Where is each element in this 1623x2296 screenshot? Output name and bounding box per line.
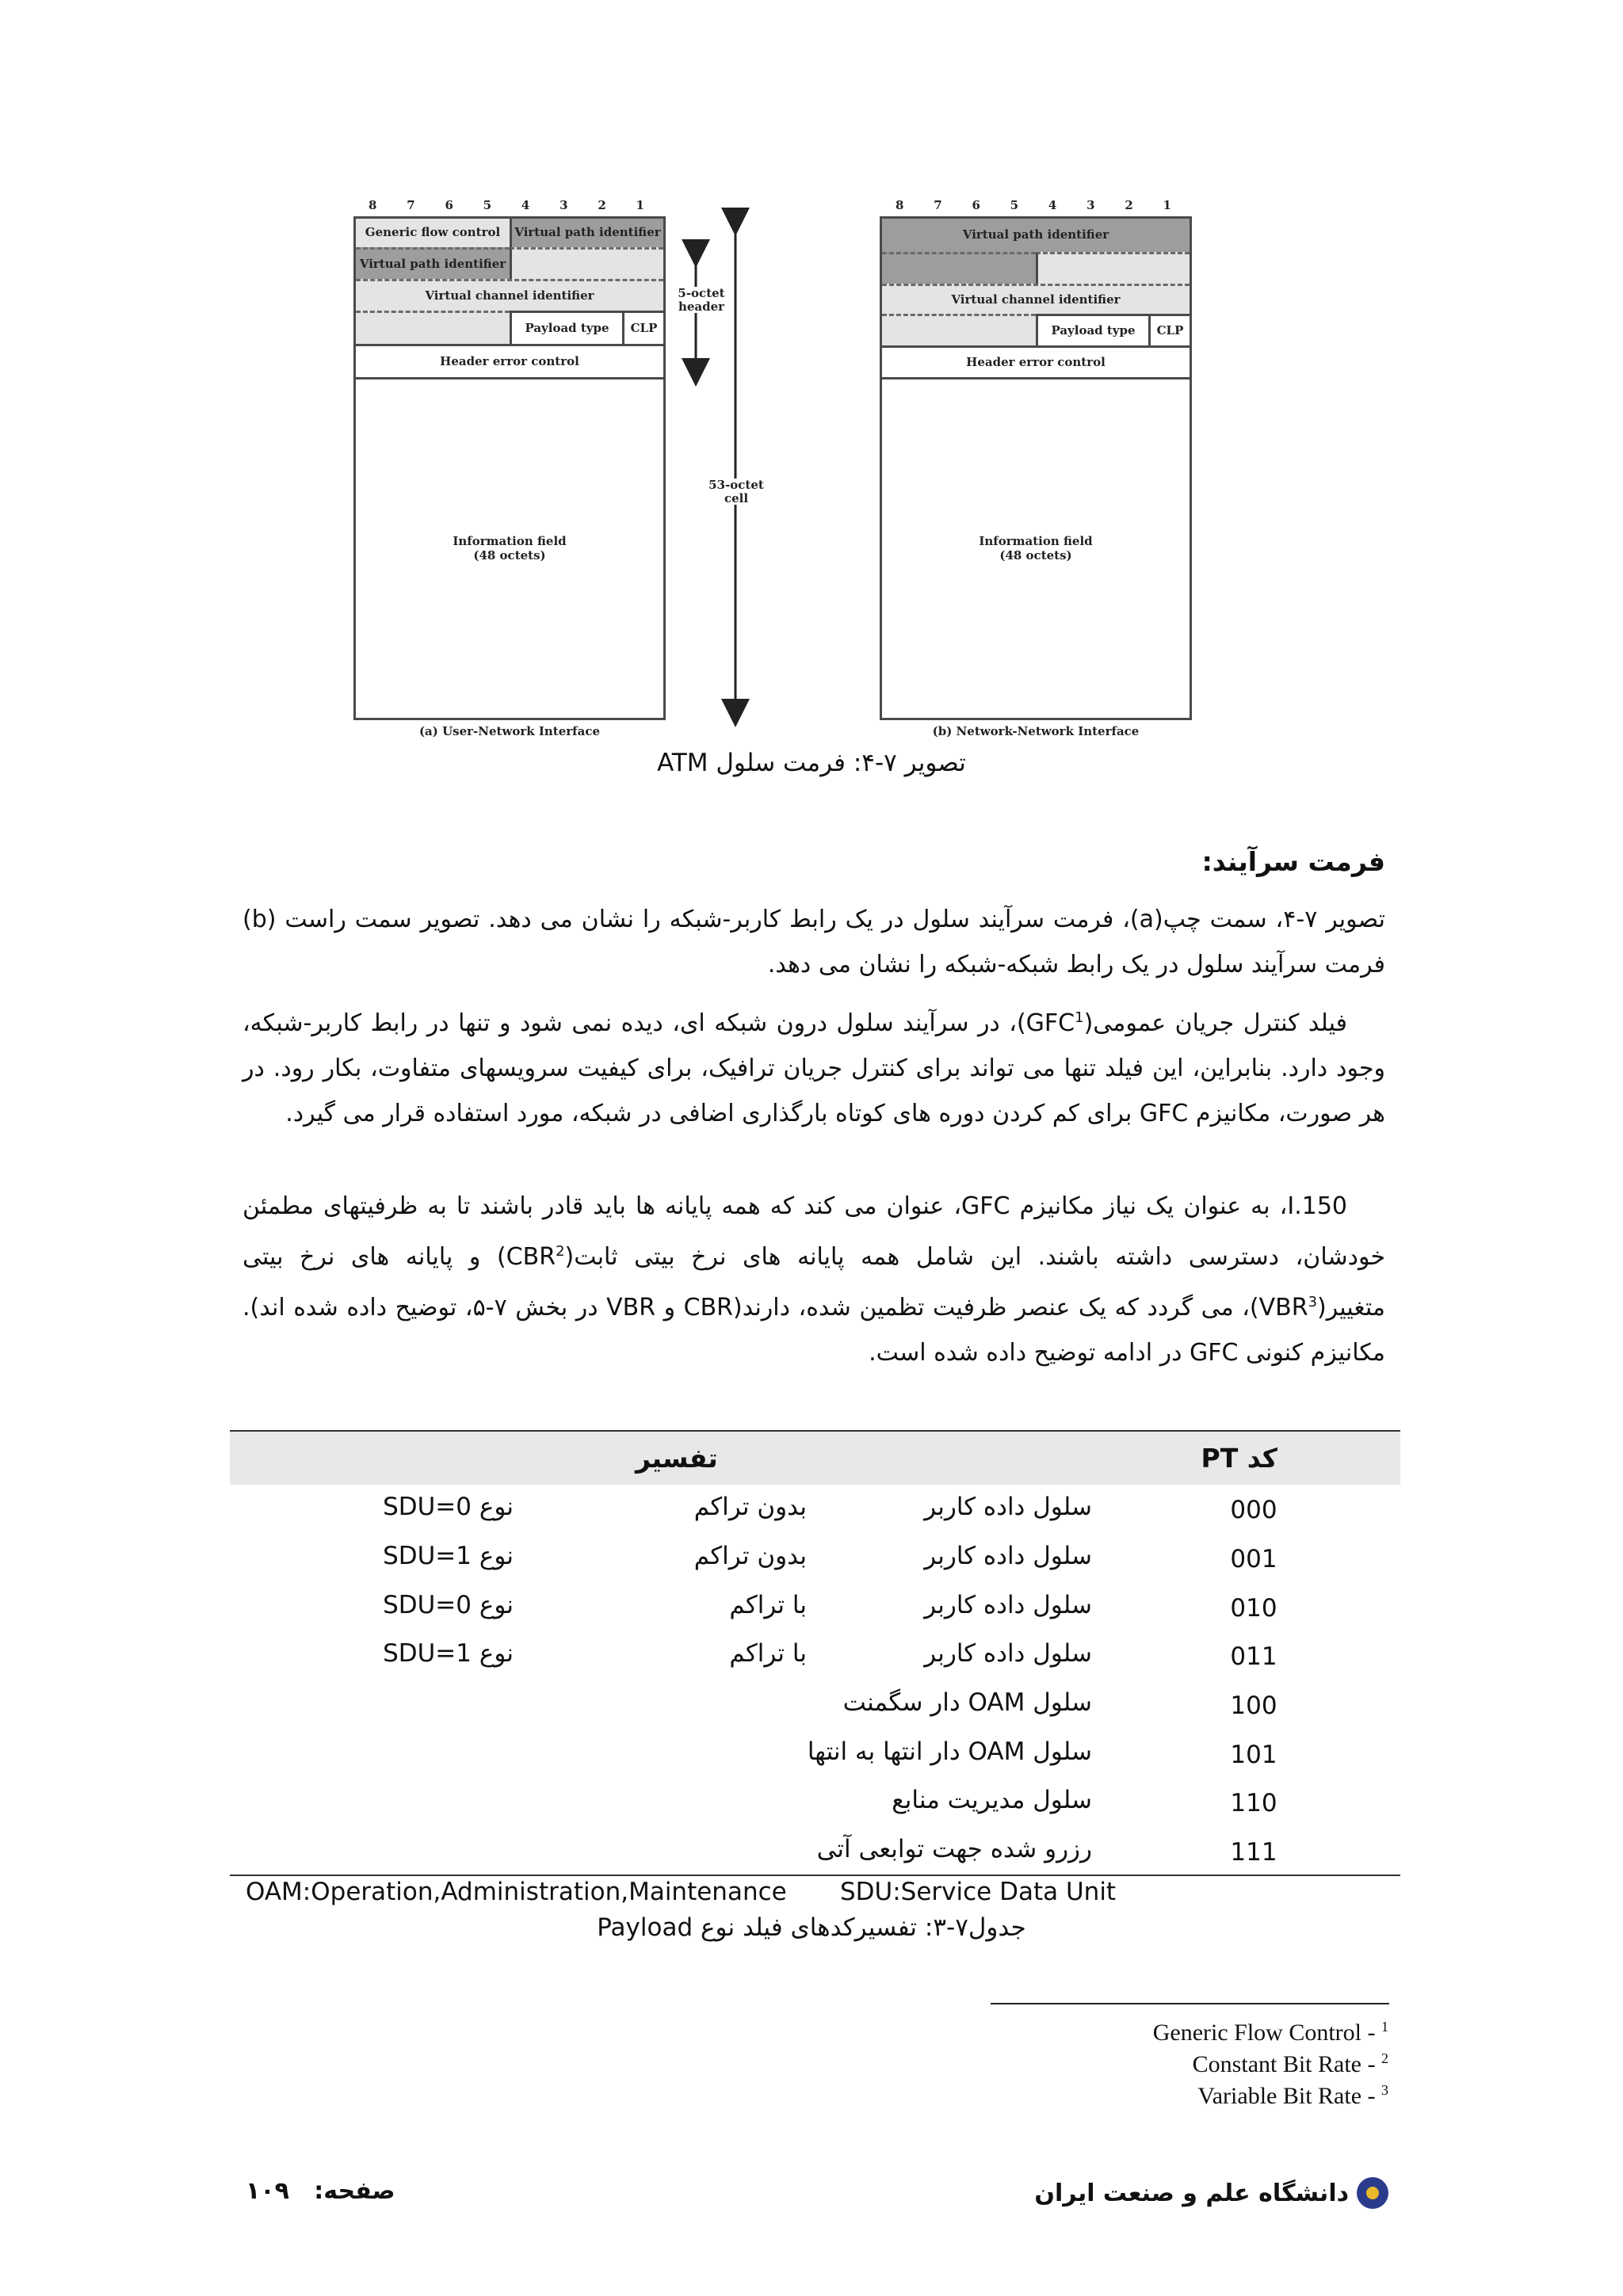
oam-legend: OAM:Operation,Administration,Maintenance xyxy=(246,1878,787,1906)
header-error-control-field: Header error control xyxy=(882,345,1190,377)
bit-numbers-left: 8 7 6 5 4 3 2 1 xyxy=(369,198,644,212)
clp-field: CLP xyxy=(1148,314,1190,345)
header-error-control-field: Header error control xyxy=(356,344,663,377)
paragraph-1: تصویر ۷-۴، سمت چپ(a)، فرمت سرآیند سلول در یک رابط کاربر-شبکه را نشان می دهد. تصویر سمت راست (b) فرمت سرآیند سلول در یک رابط شبکه-شبکه را نشان می دهد. xyxy=(242,906,1386,978)
vpi-field: Virtual path identifier xyxy=(882,219,1190,252)
uni-caption: (a) User-Network Interface xyxy=(418,724,601,738)
payload-type-field: Payload type xyxy=(510,311,622,344)
clp-field: CLP xyxy=(622,311,663,344)
vci-field: Virtual channel identifier xyxy=(882,284,1190,314)
sdu-legend: SDU:Service Data Unit xyxy=(840,1878,1117,1906)
vci-field-part xyxy=(1036,252,1190,284)
section-title: فرمت سرآیند: xyxy=(1201,846,1385,877)
footnote-3: Variable Bit Rate - $^3$ xyxy=(1197,2082,1388,2109)
octet-arrows xyxy=(674,206,785,729)
paragraph-3: I.150، به عنوان یک نیاز مکانیزم GFC، عنوان می کند که همه پایانه ها باید قادر باشند تا به ظرفیتهای مطمئن خودشان، دسترسی داشته باشند. این شامل همه پایانه های نرخ بیتی ثابت(CBR$^2$) و پایانه های نرخ بیتی متغییر(VBR$^3$)، می گردد که یک عنصر ظرفیت تظمین شده، دارند(CBR و VBR در بخش ۷-۵، توضیح داده شده اند). مکانیزم کنونی GFC در ادامه توضیح داده شده است. xyxy=(242,1192,1386,1367)
information-field: Information field (48 octets) xyxy=(882,377,1190,718)
vci-field-part xyxy=(510,247,663,279)
generic-flow-control-field: Generic flow control xyxy=(356,219,510,247)
table-bottom-rule xyxy=(230,1875,1400,1876)
header-description: تفسیر xyxy=(636,1443,718,1474)
paragraph-2: فیلد کنترل جریان عمومی(GFC$^1$)، در سرآیند سلول درون شبکه ای، دیده نمی شود و تنها در رابط کاربر-شبکه، وجود دارد. بنابراین، این فیلد تنها می تواند برای کنترل جریان ترافیک، برای کیفیت سرویسهای متفاوت، بکار رود. در هر صورت، مکانیزم GFC برای کم کردن دوره های کوتاه بارگذاری اضافی در شبکه، مورد استفاده قرار می گیرد. xyxy=(242,1009,1385,1127)
table-caption: جدول۷-۳: تفسیرکدهای فیلد نوع Payload xyxy=(597,1913,1026,1942)
figure-caption: تصویر ۷-۴: فرمت سلول ATM xyxy=(657,749,966,777)
page-number: صفحه: ۱۰۹ xyxy=(246,2177,395,2205)
vpi-field-top: Virtual path identifier xyxy=(510,219,663,247)
table-header xyxy=(230,1432,1400,1485)
footer-university: دانشگاه علم و صنعت ایران xyxy=(1034,2177,1388,2209)
vpi-field-bottom: Virtual path identifier xyxy=(356,247,510,279)
header-code: کد PT xyxy=(1201,1443,1277,1474)
header-arrow-label: 5-octet header xyxy=(674,287,729,313)
footnote-1: Generic Flow Control - $^1$ xyxy=(1152,2019,1388,2046)
vci-field-end xyxy=(882,314,1036,345)
nni-caption: (b) Network-Network Interface xyxy=(932,724,1140,738)
university-logo-icon xyxy=(1357,2177,1388,2209)
vpi-field-end xyxy=(882,252,1036,284)
footnote-2: Constant Bit Rate - $^2$ xyxy=(1192,2050,1388,2077)
nni-cell-diagram xyxy=(880,216,1192,720)
payload-type-field: Payload type xyxy=(1036,314,1148,345)
footnote-rule xyxy=(991,2003,1389,2004)
cell-arrow-label: 53-octet cell xyxy=(708,478,764,505)
vci-field-end xyxy=(356,311,510,344)
vci-field: Virtual channel identifier xyxy=(356,279,663,311)
uni-cell-diagram xyxy=(353,216,666,720)
information-field: Information field (48 octets) xyxy=(356,377,663,718)
bit-numbers-right: 8 7 6 5 4 3 2 1 xyxy=(896,198,1171,212)
